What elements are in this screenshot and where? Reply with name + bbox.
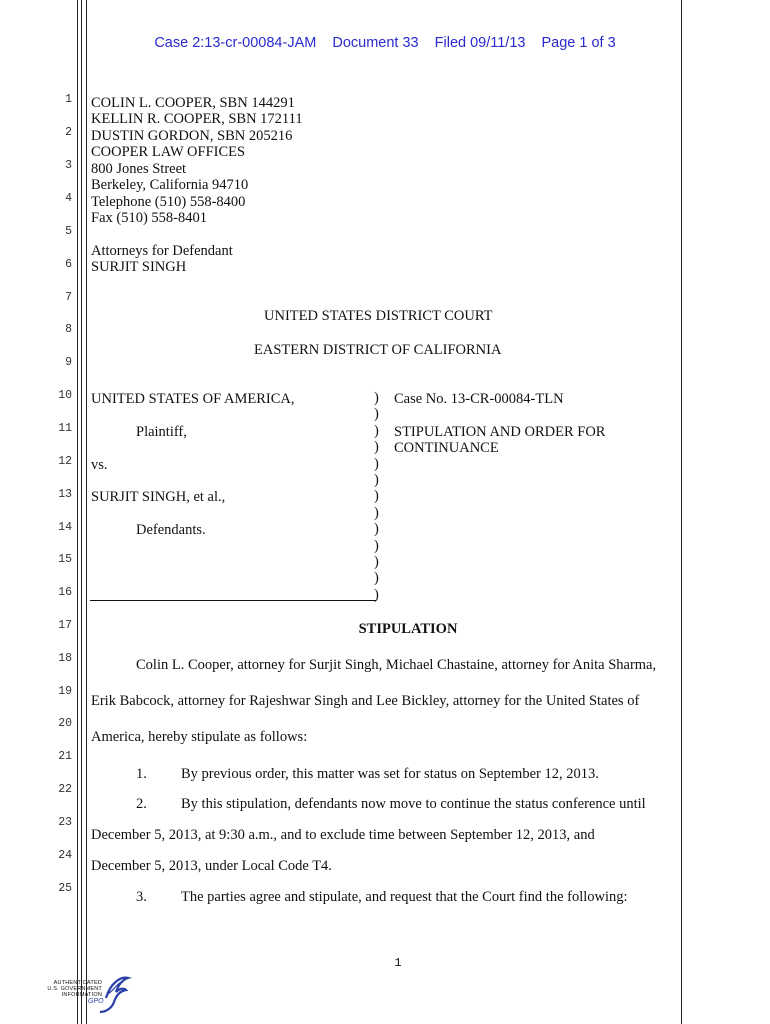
left-margin-rule-3	[86, 0, 87, 1024]
line-number: 7	[65, 291, 72, 304]
line-number: 2	[65, 126, 72, 139]
line-number: 23	[58, 816, 72, 829]
gpo-mark: GPO	[88, 998, 104, 1005]
page-count-stamp: Page 1 of 3	[541, 35, 616, 51]
line-number: 16	[58, 586, 72, 599]
line-number: 4	[65, 192, 72, 205]
document-title-line-1: STIPULATION AND ORDER FOR	[394, 424, 606, 440]
right-margin-rule	[681, 0, 682, 1024]
line-number: 1	[65, 93, 72, 106]
line-number: 20	[58, 717, 72, 730]
item-1-number: 1.	[136, 766, 147, 782]
left-margin-rule-1	[77, 0, 78, 1024]
line-number: 15	[58, 553, 72, 566]
item-3-number: 3.	[136, 889, 147, 905]
line-number: 6	[65, 258, 72, 271]
item-2-text-line-2: December 5, 2013, at 9:30 a.m., and to exclude time between September 12, 2013, and	[91, 827, 595, 843]
item-1-text: By previous order, this matter was set for status on September 12, 2013.	[181, 766, 599, 782]
intro-line-2: Erik Babcock, attorney for Rajeshwar Singh and Lee Bickley, attorney for the United States of	[91, 693, 640, 709]
line-number: 21	[58, 750, 72, 763]
page-number: 1	[394, 956, 402, 970]
line-number: 3	[65, 159, 72, 172]
line-number: 19	[58, 685, 72, 698]
line-number: 12	[58, 455, 72, 468]
caption-parentheses: ) ) ) ) ) ) ) ) ) ) ) ) )	[374, 390, 379, 603]
defendant-name: SURJIT SINGH, et al.,	[91, 489, 226, 505]
filed-date-stamp: Filed 09/11/13	[434, 35, 526, 51]
counsel-line: Fax (510) 558-8401	[91, 210, 207, 226]
defendant-role: Defendants.	[136, 522, 206, 538]
intro-line-3: America, hereby stipulate as follows:	[91, 729, 308, 745]
eagle-icon	[44, 972, 136, 1016]
gpo-authentication-seal	[44, 972, 136, 1016]
item-2-number: 2.	[136, 796, 147, 812]
left-margin-rule-2	[81, 0, 82, 1024]
seal-text: AUTHENTICATED U.S. GOVERNMENT INFORMATION	[47, 980, 102, 998]
versus-text: vs.	[91, 457, 108, 473]
line-number: 9	[65, 356, 72, 369]
document-title-line-2: CONTINUANCE	[394, 440, 499, 456]
line-number: 8	[65, 323, 72, 336]
counsel-line: KELLIN R. COOPER, SBN 172111	[91, 111, 303, 127]
counsel-line: Berkeley, California 94710	[91, 177, 249, 193]
line-number: 24	[58, 849, 72, 862]
line-number: 18	[58, 652, 72, 665]
line-number: 17	[58, 619, 72, 632]
counsel-line: COOPER LAW OFFICES	[91, 144, 246, 160]
case-number-stamp: Case 2:13-cr-00084-JAM	[154, 35, 317, 51]
counsel-role: Attorneys for Defendant	[91, 243, 233, 259]
line-number: 22	[58, 783, 72, 796]
document-number-stamp: Document 33	[332, 35, 419, 51]
court-district: EASTERN DISTRICT OF CALIFORNIA	[254, 342, 502, 358]
intro-line-1: Colin L. Cooper, attorney for Surjit Singh, Michael Chastaine, attorney for Anita Sharma,	[136, 657, 657, 673]
item-2-text-line-3: December 5, 2013, under Local Code T4.	[91, 858, 332, 874]
line-number: 11	[58, 422, 72, 435]
line-number: 25	[58, 882, 72, 895]
counsel-client: SURJIT SINGH	[91, 259, 187, 275]
line-number: 5	[65, 225, 72, 238]
item-2-text-line-1: By this stipulation, defendants now move to continue the status conference until	[181, 796, 646, 812]
line-number: 13	[58, 488, 72, 501]
line-number: 10	[58, 389, 72, 402]
case-number: Case No. 13-CR-00084-TLN	[394, 391, 564, 407]
court-name: UNITED STATES DISTRICT COURT	[264, 308, 493, 324]
counsel-line: DUSTIN GORDON, SBN 205216	[91, 128, 293, 144]
counsel-line: 800 Jones Street	[91, 161, 187, 177]
filing-header	[0, 35, 770, 51]
counsel-line: Telephone (510) 558-8400	[91, 194, 246, 210]
item-3-text: The parties agree and stipulate, and request that the Court find the following:	[181, 889, 628, 905]
caption-underline	[90, 600, 376, 601]
plaintiff-role: Plaintiff,	[136, 424, 187, 440]
counsel-line: COLIN L. COOPER, SBN 144291	[91, 95, 295, 111]
stipulation-heading: STIPULATION	[358, 621, 458, 637]
line-number: 14	[58, 521, 72, 534]
plaintiff-name: UNITED STATES OF AMERICA,	[91, 391, 295, 407]
